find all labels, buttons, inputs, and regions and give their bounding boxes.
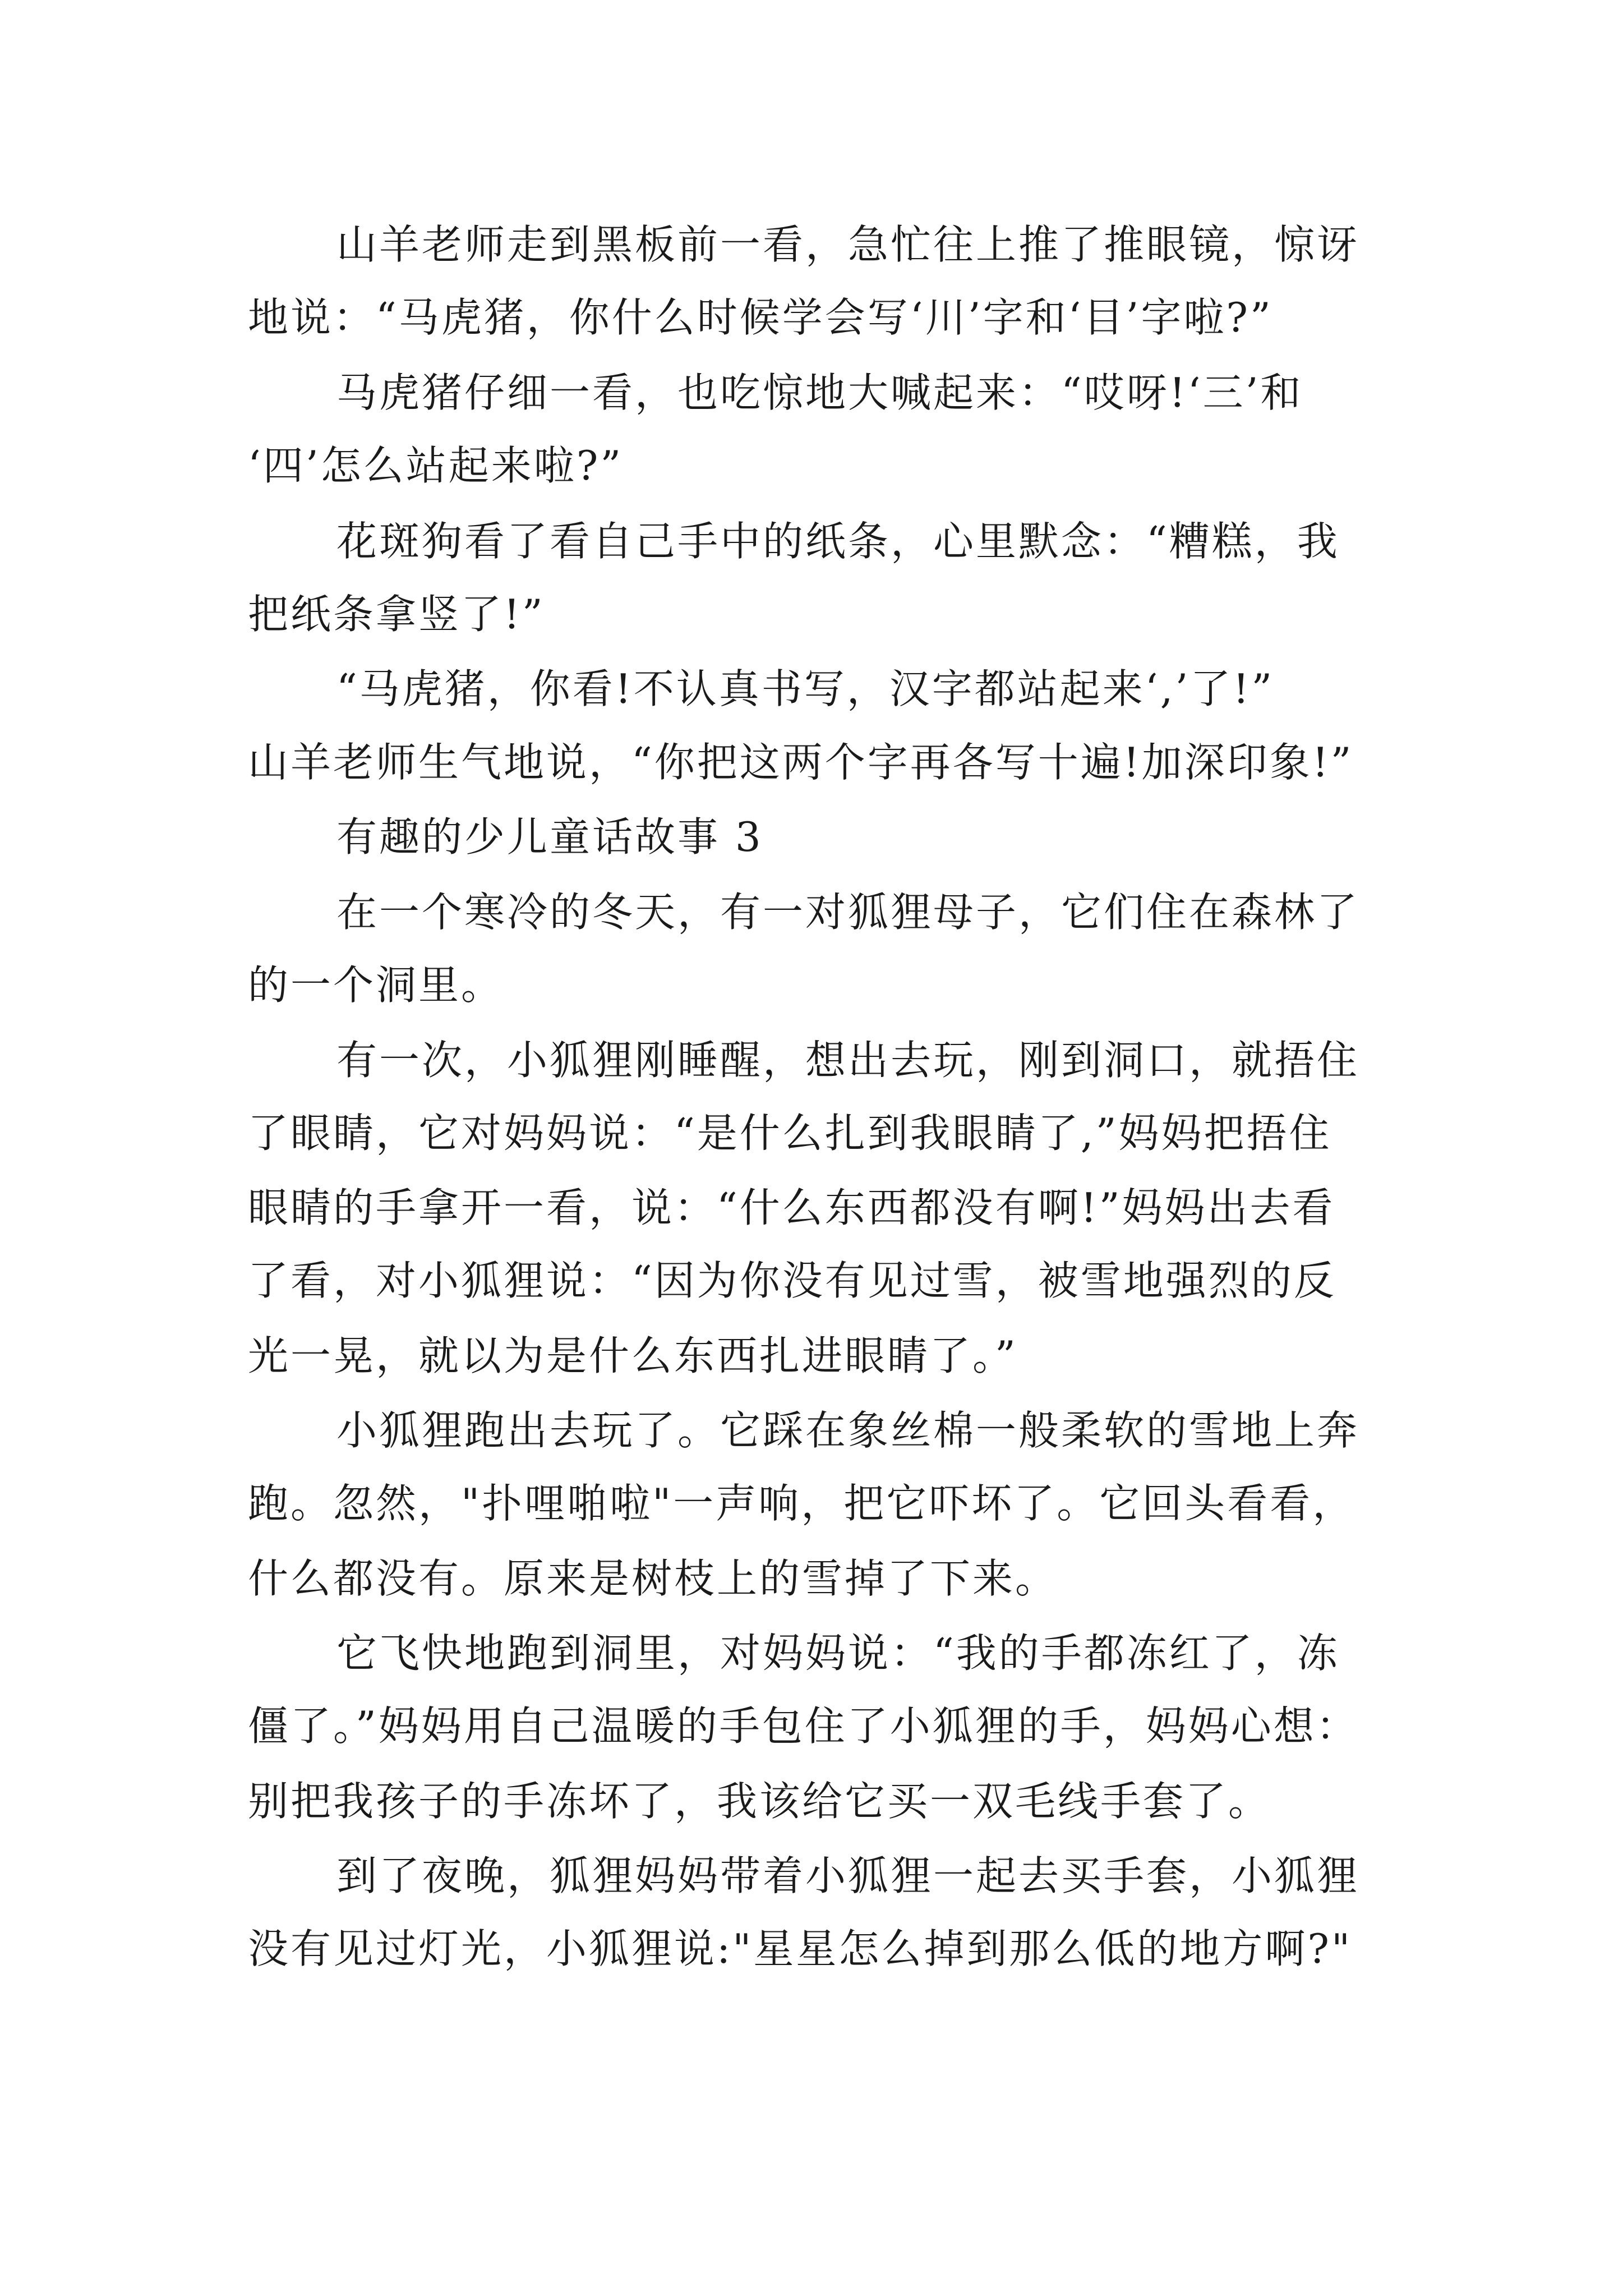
text-line: 它飞快地跑到洞里，对妈妈说：“我的手都冻红了，冻 [336, 1630, 1340, 1677]
text-line: 光一晃，就以为是什么东西扎进眼睛了。” [248, 1332, 1018, 1379]
text-line: 了看，对小狐狸说：“因为你没有见过雪，被雪地强烈的反 [248, 1257, 1336, 1304]
text-line: 的一个洞里。 [248, 961, 504, 1009]
text-line: 山羊老师走到黑板前一看，急忙往上推了推眼镜，惊讶 [336, 221, 1360, 268]
text-line: 跑。忽然，"扑哩啪啦"一声响，把它吓坏了。它回头看看， [248, 1480, 1355, 1527]
text-line: ‘四’怎么站起来啦?” [248, 442, 624, 489]
text-line: 把纸条拿竖了!” [248, 591, 545, 638]
text-line: 僵了。”妈妈用自己温暖的手包住了小狐狸的手，妈妈心想： [248, 1703, 1359, 1750]
text-line: 了眼睛，它对妈妈说：“是什么扎到我眼睛了,”妈妈把捂住 [248, 1110, 1332, 1157]
text-line: 什么都没有。原来是树枝上的雪掉了下来。 [248, 1555, 1058, 1602]
text-line: 别把我孩子的手冻坏了，我该给它买一双毛线手套了。 [248, 1778, 1271, 1825]
text-line: 在一个寒冷的冬天，有一对狐狸母子，它们住在森林了 [336, 889, 1360, 936]
text-line: 眼睛的手拿开一看，说：“什么东西都没有啊!”妈妈出去看 [248, 1184, 1335, 1231]
text-line: 没有见过灯光，小狐狸说:"星星怎么掉到那么低的地方啊?" [248, 1925, 1353, 1972]
text-line: 山羊老师生气地说，“你把这两个字再各写十遍!加深印象!” [248, 739, 1354, 786]
text-line: 有一次，小狐狸刚睡醒，想出去玩，刚到洞口，就捂住 [336, 1037, 1360, 1084]
section-heading: 有趣的少儿童话故事 3 [336, 813, 763, 861]
text-line: 花斑狗看了看自己手中的纸条，心里默念：“糟糕，我 [336, 518, 1340, 565]
text-line: 到了夜晚，狐狸妈妈带着小狐狸一起去买手套，小狐狸 [336, 1852, 1360, 1899]
text-line: 小狐狸跑出去玩了。它踩在象丝棉一般柔软的雪地上奔 [336, 1407, 1360, 1454]
text-line: 地说：“马虎猪，你什么时候学会写‘川’字和‘目’字啦?” [248, 294, 1273, 341]
text-line: “马虎猪，你看!不认真书写，汉字都站起来‘,’了!” [336, 665, 1275, 712]
text-line: 马虎猪仔细一看，也吃惊地大喊起来：“哎呀!‘三’和 [336, 369, 1303, 416]
